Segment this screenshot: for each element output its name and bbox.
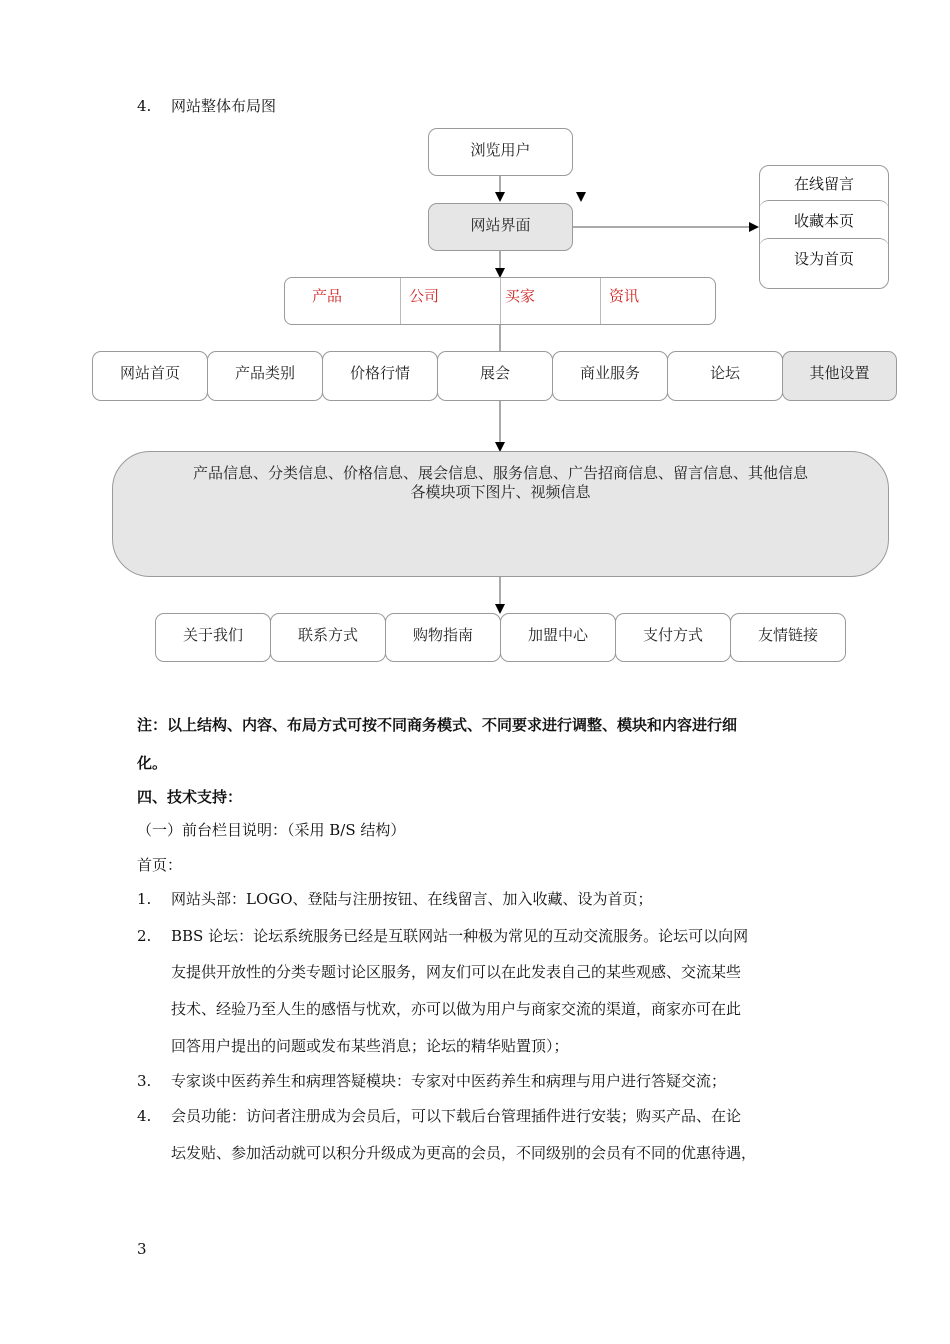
content-line-2: 各模块项下图片、视频信息 [410,483,591,501]
item-number: 4. [137,1107,152,1125]
footer-shopping-guide: 购物指南 [385,613,501,662]
footer-franchise: 加盟中心 [500,613,616,662]
note-line-2: 化。 [137,754,168,772]
nav-home: 网站首页 [92,351,208,401]
item-number: 2. [137,927,152,945]
tab-divider [600,278,601,324]
section-title: 网站整体布局图 [171,97,277,115]
content-line-1: 产品信息、分类信息、价格信息、展会信息、服务信息、广告招商信息、留言信息、其他信息 [192,464,808,482]
item-line: BBS 论坛：论坛系统服务已经是互联网站一种极为常见的互动交流服务。论坛可以向网 [171,927,749,945]
item-number: 1. [137,890,152,908]
footer-about-us: 关于我们 [155,613,271,662]
homepage-label: 首页： [137,856,183,874]
note-line-1: 注：以上结构、内容、布局方式可按不同商务模式、不同要求进行调整、模块和内容进行细 [137,716,738,734]
item-line: 专家谈中医药养生和病理答疑模块：专家对中医药养生和病理与用户进行答疑交流； [171,1072,727,1090]
item-line: 会员功能：访问者注册成为会员后，可以下载后台管理插件进行安装；购买产品、在论 [171,1107,742,1125]
item-line: 友提供开放性的分类专题讨论区服务，网友们可以在此发表自己的某些观感、交流某些 [171,963,742,981]
tab-news: 资讯 [609,287,640,305]
stack-item-homepage: 设为首页 [793,250,854,268]
tab-divider [500,278,501,324]
nav-product-category: 产品类别 [207,351,323,401]
nav-business-service: 商业服务 [552,351,668,401]
website-ui-node: 网站界面 [428,203,573,251]
stack-item-message: 在线留言 [793,175,854,193]
tech-heading: 四、技术支持： [137,788,243,806]
footer-friend-links: 友情链接 [730,613,846,662]
sub-heading: （一）前台栏目说明：（采用 B/S 结构） [137,821,406,839]
tab-buyer: 买家 [505,287,536,305]
footer-payment: 支付方式 [615,613,731,662]
nav-price: 价格行情 [322,351,438,401]
browse-user-node: 浏览用户 [428,128,573,176]
stack-item-bookmark: 收藏本页 [793,212,854,230]
nav-exhibition: 展会 [437,351,553,401]
item-line: 回答用户提出的问题或发布某些消息；论坛的精华贴置顶）； [171,1037,569,1055]
tab-product: 产品 [312,287,343,305]
footer-contact: 联系方式 [270,613,386,662]
content-block-node [112,451,889,577]
tab-divider [400,278,401,324]
item-line: 坛发贴、参加活动就可以积分升级成为更高的会员，不同级别的会员有不同的优惠待遇， [171,1144,757,1162]
nav-forum: 论坛 [667,351,783,401]
item-line: 网站头部：LOGO、登陆与注册按钮、在线留言、加入收藏、设为首页； [171,890,653,908]
page-number: 3 [137,1240,147,1258]
item-line: 技术、经验乃至人生的感悟与忧欢，亦可以做为用户与商家交流的渠道，商家亦可在此 [171,1000,742,1018]
tab-company: 公司 [409,287,440,305]
nav-other-settings: 其他设置 [782,351,897,401]
item-number: 3. [137,1072,152,1090]
section-number: 4. [137,97,152,115]
